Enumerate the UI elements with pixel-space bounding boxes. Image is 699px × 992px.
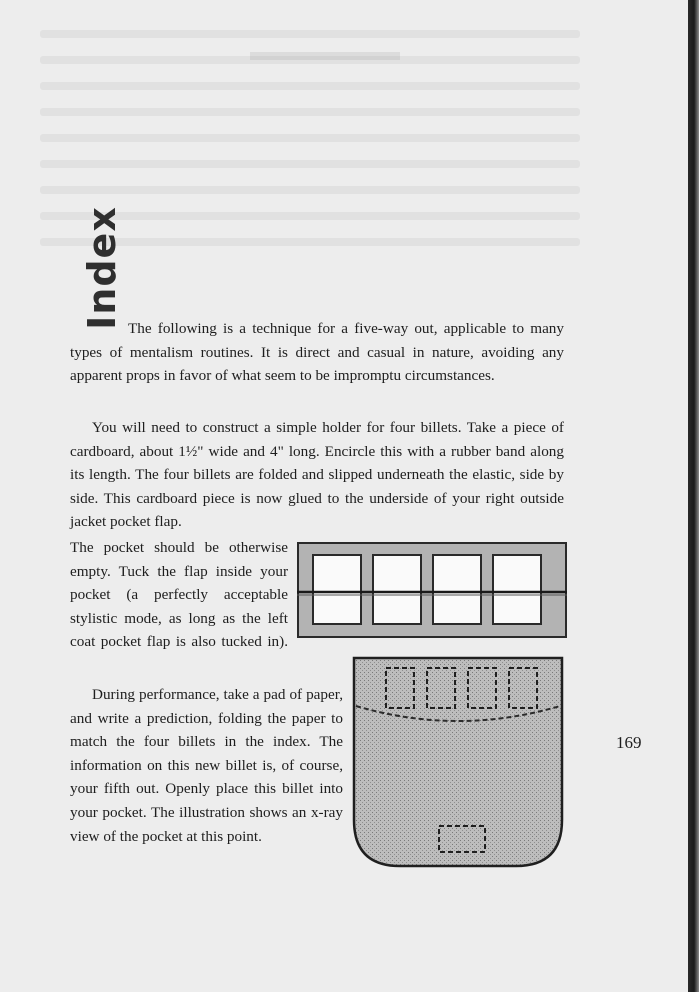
paragraph-intro: The following is a technique for a five-way out, applicable to many types of mentalism routines. It is direct and casual in nature, avoiding any apparent props in favor of what seem to be impromptu circumstances.	[70, 320, 564, 385]
paragraph-pocket: The pocket should be otherwise empty. Tuck the flap inside your pocket (a perfectly acceptable stylistic mode, as long as the left coat pocket flap is also tucked in).	[70, 539, 288, 651]
billet-4	[493, 555, 541, 624]
pocket-xray-illustration	[352, 656, 564, 870]
page-edge-shadow	[688, 0, 699, 992]
page-number: 169	[616, 733, 642, 752]
paragraph-performance: During performance, take a pad of paper, and write a prediction, folding the paper to match the four billets in the index. The information on this new billet is, of course, your fifth out. Openly place this billet into your pocket. The illustration shows an x-ray view of the pocket at this point.	[70, 686, 343, 845]
index-logo-text: Index	[80, 205, 124, 330]
billet-2	[373, 555, 421, 624]
paragraph-holder: You will need to construct a simple holder for four billets. Take a piece of cardboard, about 1½" wide and 4" long. Encircle this with a rubber band along its length. The four billets are folded and slipped underneath the elastic, side by side. This cardboard piece is now glued to the underside of your right outside jacket pocket flap.	[70, 419, 564, 531]
billet-holder-illustration	[297, 542, 567, 638]
billet-1	[313, 555, 361, 624]
billet-3	[433, 555, 481, 624]
